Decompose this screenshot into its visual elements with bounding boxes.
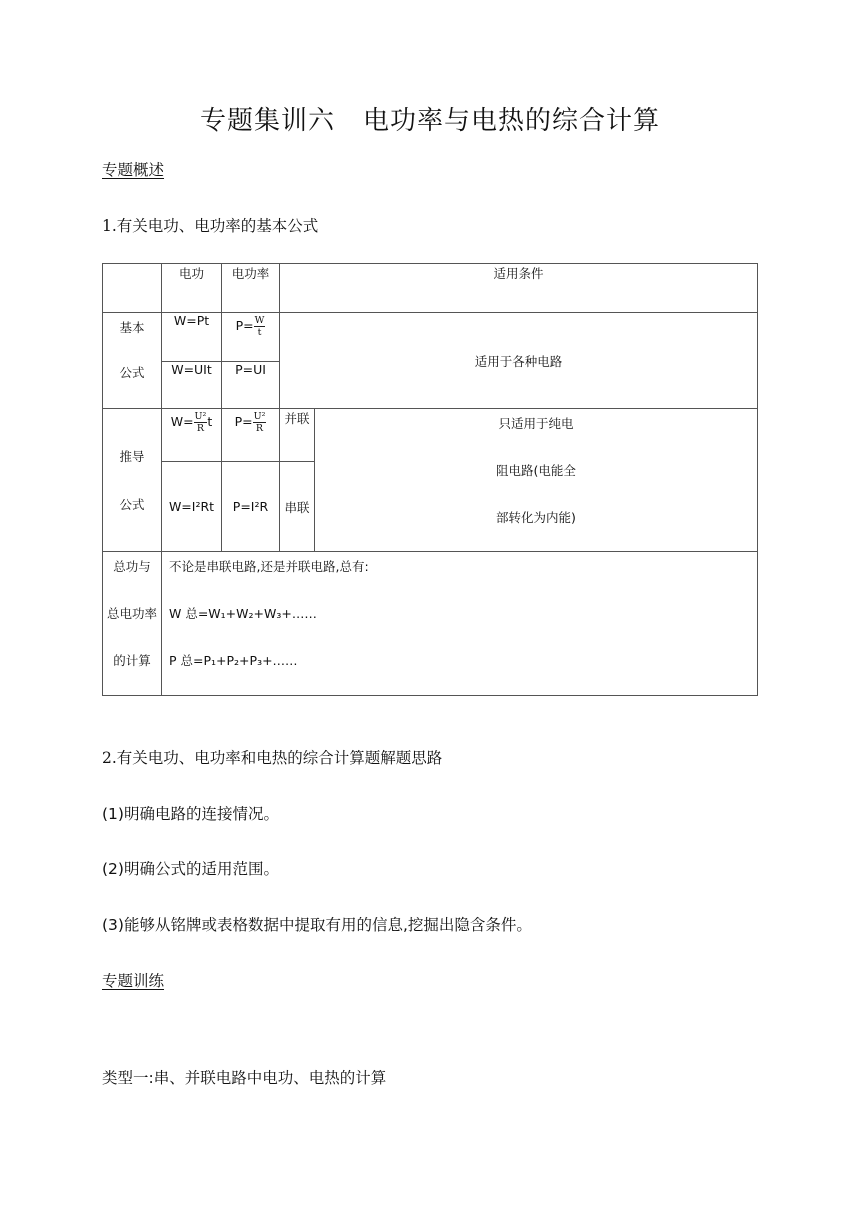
basic-condition: 适用于各种电路 <box>280 313 758 409</box>
derived-power-formula-2: P=I²R <box>222 462 280 552</box>
total-label-line1: 总功与 <box>113 559 151 574</box>
derived-w1-suffix: t <box>207 414 213 429</box>
basic-work-formula-2: W=UIt <box>162 362 222 409</box>
page-title <box>0 100 860 137</box>
formula-table <box>102 263 758 696</box>
derived-w1-fraction <box>194 411 208 434</box>
derived-w1-denominator: R <box>196 423 205 434</box>
basic-p1-numerator: W <box>254 315 265 326</box>
title-part1: 专题集训六 <box>199 106 335 136</box>
basic-p1-prefix: P= <box>235 318 254 333</box>
step3: (3)能够从铭牌或表格数据中提取有用的信息,挖掘出隐含条件。 <box>102 916 532 934</box>
item2-heading <box>102 746 442 768</box>
header-condition: 适用条件 <box>280 264 758 313</box>
title-part2: 电功率与电热的综合计算 <box>363 106 661 136</box>
item1-text: 有关电功、电功率的基本公式 <box>116 217 319 235</box>
basic-p1-denominator: t <box>257 327 262 338</box>
item1-heading <box>102 214 318 236</box>
derived-label-line2: 公式 <box>119 497 145 512</box>
total-line3: P 总=P₁+P₂+P₃+…… <box>169 653 298 668</box>
item2-number: 2. <box>102 749 117 767</box>
step2: (2)明确公式的适用范围。 <box>102 860 279 878</box>
total-line1: 不论是串联电路,还是并联电路,总有: <box>169 559 369 574</box>
section-training-heading: 专题训练 <box>102 972 165 990</box>
section-overview-heading: 专题概述 <box>102 161 165 179</box>
derived-formula-label <box>103 409 162 552</box>
derived-w1-numerator: U² <box>194 411 207 422</box>
derived-p1-denominator: R <box>255 423 264 434</box>
series-label: 串联 <box>280 462 315 552</box>
derived-power-formula-1 <box>222 409 280 462</box>
basic-label-line2: 公式 <box>119 365 145 380</box>
derived-condition-line3: 部转化为内能) <box>496 510 576 525</box>
derived-label-line1: 推导 <box>119 449 145 464</box>
basic-power-formula-2: P=UI <box>222 362 280 409</box>
derived-w1-prefix: W= <box>170 414 194 429</box>
derived-condition-line1: 只适用于纯电 <box>498 416 574 431</box>
step1: (1)明确电路的连接情况。 <box>102 805 279 823</box>
item2-text: 有关电功、电功率和电热的综合计算题解题思路 <box>116 749 443 767</box>
derived-p1-fraction <box>253 411 267 434</box>
derived-condition-line2: 阻电路(电能全 <box>496 463 576 478</box>
basic-work-formula-1: W=Pt <box>162 313 222 362</box>
item1-number: 1. <box>102 217 117 235</box>
total-line2: W 总=W₁+W₂+W₃+…… <box>169 606 317 621</box>
derived-work-formula-2: W=I²Rt <box>162 462 222 552</box>
derived-p1-prefix: P= <box>234 414 253 429</box>
basic-label-line1: 基本 <box>119 320 145 335</box>
basic-formula-label <box>103 313 162 409</box>
total-label <box>103 552 162 696</box>
header-empty-cell <box>103 264 162 313</box>
type1-heading: 类型一:串、并联电路中电功、电热的计算 <box>102 1069 387 1087</box>
derived-condition <box>315 409 758 552</box>
basic-p1-fraction <box>254 315 266 338</box>
basic-power-formula-1 <box>222 313 280 362</box>
total-label-line2: 总电功率 <box>106 606 157 621</box>
header-electric-work: 电功 <box>162 264 222 313</box>
derived-work-formula-1 <box>162 409 222 462</box>
derived-p1-numerator: U² <box>253 411 266 422</box>
parallel-label: 并联 <box>280 409 315 462</box>
total-content <box>162 552 758 696</box>
header-electric-power: 电功率 <box>222 264 280 313</box>
total-label-line3: 的计算 <box>113 653 151 668</box>
